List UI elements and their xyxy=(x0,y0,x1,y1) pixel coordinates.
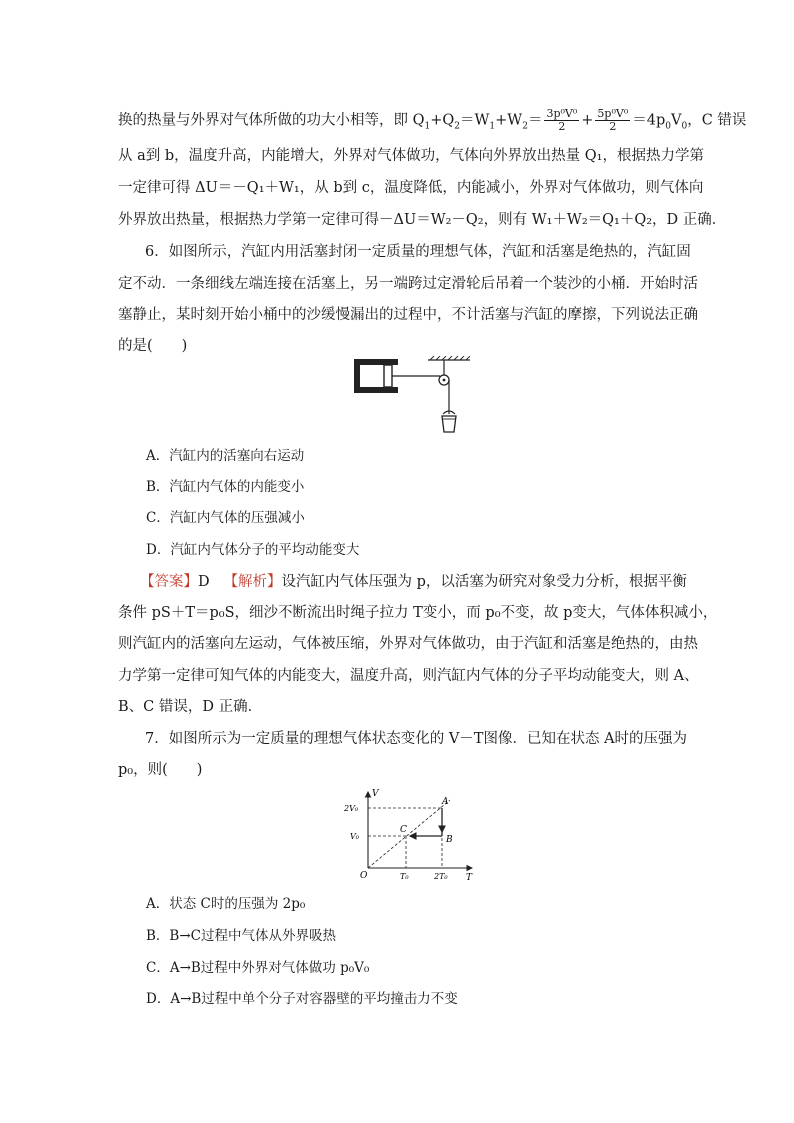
q7-option-b: B．B→C过程中气体从外界吸热 xyxy=(146,928,336,944)
q6-analysis-line-3: 则汽缸内的活塞向左运动，气体被压缩，外界对气体做功，由于汽缸和活塞是绝热的，由热 xyxy=(118,636,698,652)
q7-option-d: D．A→B过程中单个分子对容器壁的平均撞击力不变 xyxy=(146,991,458,1007)
text-segment: 换的热量与外界对气体所做的功大小相等，即 Q xyxy=(118,112,425,129)
answer-tag: 【答案】 xyxy=(140,574,198,590)
sand-bucket xyxy=(442,416,456,432)
text-segment: +Q xyxy=(430,112,455,129)
q7-option-c: C．A→B过程中外界对气体做功 p₀V₀ xyxy=(146,960,370,976)
ceiling-hatch xyxy=(430,356,470,360)
tick-v0: V₀ xyxy=(350,832,359,841)
text-segment: ＝4p xyxy=(632,112,666,129)
cylinder-end-wall xyxy=(354,359,360,393)
analysis-text: 设汽缸内气体压强为 p，以活塞为研究对象受力分析，根据平衡 xyxy=(281,574,687,590)
analysis-tag: 【解析】 xyxy=(223,574,282,590)
q6-option-d: D．汽缸内气体分子的平均动能变大 xyxy=(146,542,360,558)
q6-option-a: A．汽缸内的活塞向右运动 xyxy=(146,448,305,464)
text-segment: ，C 错误 xyxy=(687,112,747,129)
fraction-5p0v0-over-2: $\frac{\text{5p⁰V⁰}}{2}$ xyxy=(597,107,629,133)
text-segment: ＝W xyxy=(460,112,490,129)
q6-stem-line-1: 6．如图所示，汽缸内用活塞封闭一定质量的理想气体，汽缸和活塞是绝热的，汽缸固 xyxy=(145,244,691,260)
t-axis-label: T xyxy=(466,873,473,882)
gas-chamber xyxy=(360,365,384,387)
tick-2v0: 2V₀ xyxy=(344,804,359,813)
prev-solution-line-2: 从 a到 b，温度升高，内能增大，外界对气体做功，气体向外界放出热量 Q₁，根据热力学第 xyxy=(118,148,704,164)
pulley-axle xyxy=(443,379,446,382)
prev-solution-line-3: 一定律可得 ΔU＝－Q₁＋W₁，从 b到 c，温度降低，内能减小，外界对气体做功，则气体向 xyxy=(118,180,704,196)
prev-solution-line-1: 换的热量与外界对气体所做的功大小相等，即 $Q_1+Q_2=W_1+W_2=$ $\frac{\text{3p⁰V⁰}}{2}$ + $\frac{\text{5p⁰V⁰}}{2}$ $=4p_0V_0$，C 错误 xyxy=(118,107,747,133)
q6-stem-line-4: 的是( ) xyxy=(118,338,188,354)
cylinder-bottom-wall xyxy=(354,387,398,393)
q6-analysis-line-4: 力学第一定律可知气体的内能变大，温度升高，则汽缸内气体的分子平均动能变大，则 A、 xyxy=(118,668,699,684)
state-a-label: A xyxy=(442,797,449,807)
q6-stem-line-3: 塞静止，某时刻开始小桶中的沙缓慢漏出的过程中，不计活塞与汽缸的摩擦，下列说法正确 xyxy=(118,307,698,323)
answer-value: D xyxy=(198,574,210,590)
q6-analysis-line-2: 条件 pS＋T＝p₀S，细沙不断流出时绳子拉力 T变小，而 p₀不变，故 p变大，气体体积减小， xyxy=(118,605,718,621)
q6-analysis-line-5: B、C 错误，D 正确． xyxy=(118,699,263,715)
text-segment: V xyxy=(670,112,682,129)
q6-analysis-line-1 xyxy=(140,572,700,592)
piston xyxy=(384,365,392,387)
q6-option-c: C．汽缸内气体的压强减小 xyxy=(146,510,305,526)
q6-option-b: B．汽缸内气体的内能变小 xyxy=(146,479,305,495)
v-axis-label: V xyxy=(372,789,379,799)
q7-stem-line-2: p₀，则( ) xyxy=(118,762,203,778)
prev-solution-line-4: 外界放出热量，根据热力学第一定律可得－ΔU＝W₂－Q₂，则有 W₁＋W₂＝Q₁＋Q₂，D 正确． xyxy=(118,212,727,228)
q7-stem-line-1: 7．如图所示为一定质量的理想气体状态变化的 V－T图像．已知在状态 A时的压强为 xyxy=(145,731,688,747)
v-t-graph xyxy=(338,786,480,882)
state-b-label: B xyxy=(446,835,453,845)
cylinder-pulley-figure xyxy=(352,356,472,438)
cylinder-top-wall xyxy=(354,359,398,365)
q7-option-a: A．状态 C时的压强为 2p₀ xyxy=(146,896,306,912)
q6-stem-line-2: 定不动．一条细线左端连接在活塞上，另一端跨过定滑轮后吊着一个装沙的小桶．开始时活 xyxy=(118,276,698,292)
isobar-line xyxy=(368,800,450,868)
text-segment: ＝ xyxy=(527,112,543,129)
origin-label: O xyxy=(360,871,368,881)
text-segment: +W xyxy=(495,112,523,129)
fraction-3p0v0-over-2: $\frac{\text{3p⁰V⁰}}{2}$ xyxy=(546,107,578,133)
tick-2t0: 2T₀ xyxy=(434,872,448,881)
state-c-label: C xyxy=(400,825,407,835)
tick-t0: T₀ xyxy=(400,872,409,881)
